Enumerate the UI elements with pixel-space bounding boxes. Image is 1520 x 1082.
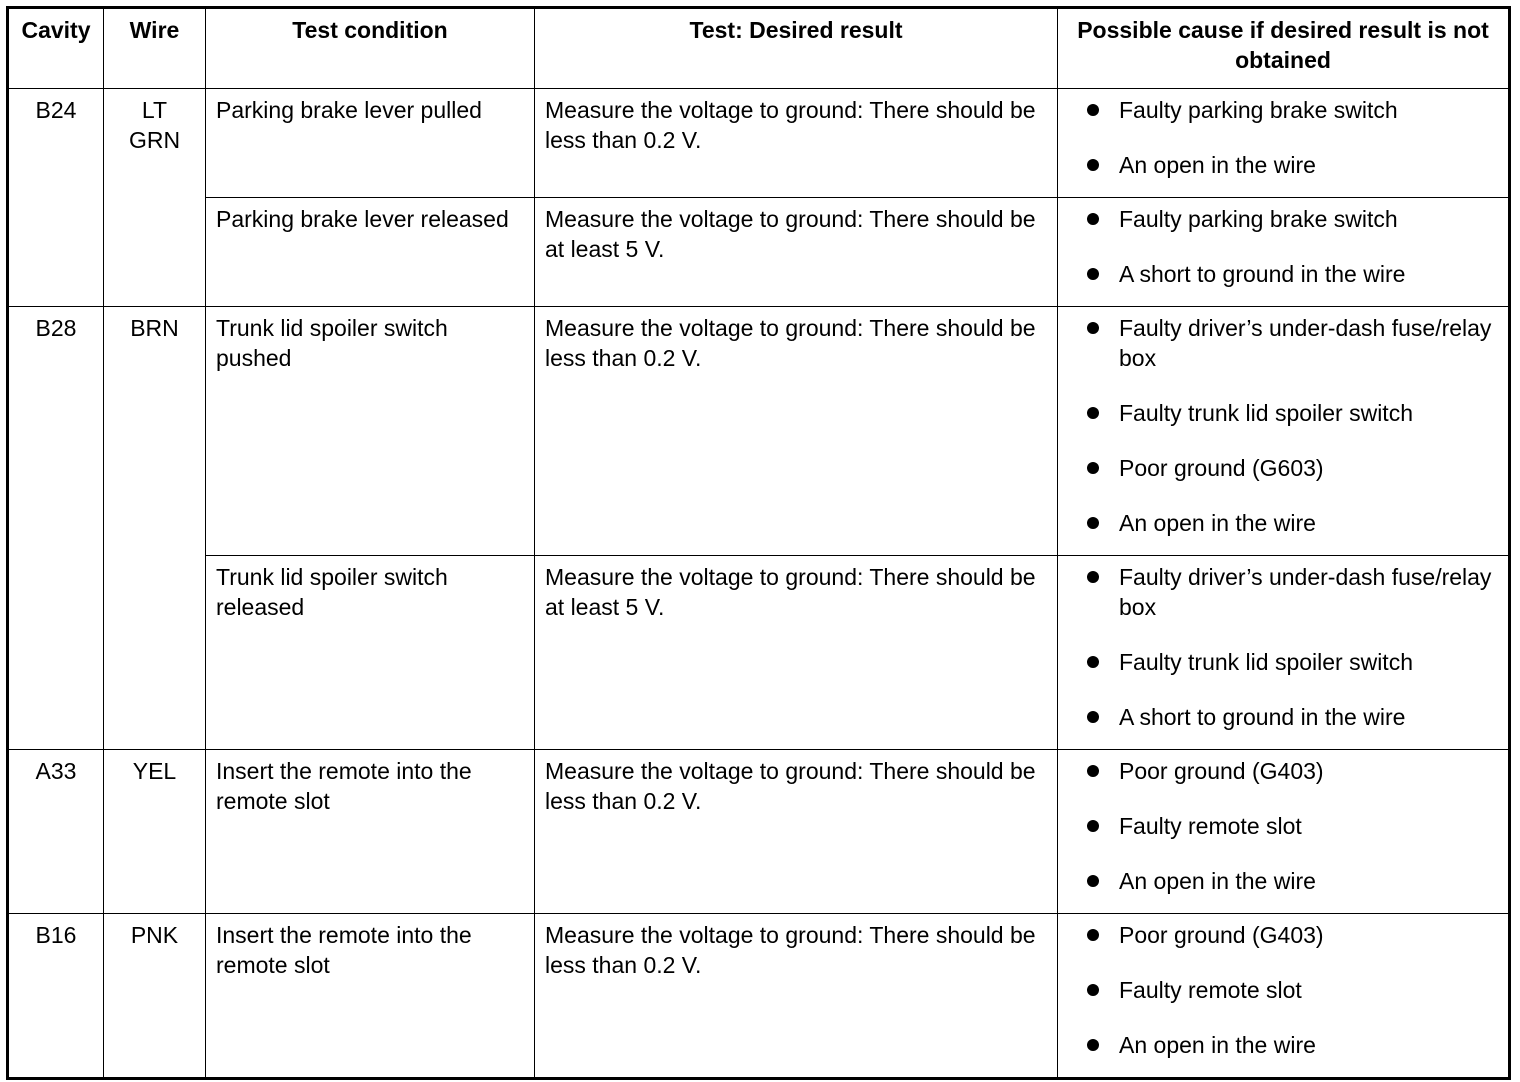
wire-cell: BRN (104, 307, 206, 750)
bullet-icon (1087, 104, 1099, 116)
cause-item (1068, 150, 1498, 180)
bullet-icon (1087, 213, 1099, 225)
cause-text: Faulty driver’s under-dash fuse/relay box (1119, 315, 1492, 371)
bullet-icon (1087, 462, 1099, 474)
desired-result-cell: Measure the voltage to ground: There should be at least 5 V. (535, 198, 1058, 307)
cause-item (1068, 811, 1498, 841)
cause-text: Faulty trunk lid spoiler switch (1119, 400, 1413, 426)
cavity-cell: B16 (8, 914, 104, 1079)
possible-cause-cell (1058, 556, 1510, 750)
cause-item (1068, 562, 1498, 622)
cause-text: An open in the wire (1119, 152, 1316, 178)
header-desired-result: Test: Desired result (535, 8, 1058, 89)
bullet-icon (1087, 765, 1099, 777)
cause-item (1068, 508, 1498, 538)
table-row (8, 556, 1510, 750)
cause-item (1068, 453, 1498, 483)
table-header-row (8, 8, 1510, 89)
bullet-icon (1087, 517, 1099, 529)
cause-text: Faulty driver’s under-dash fuse/relay box (1119, 564, 1492, 620)
cavity-cell: B28 (8, 307, 104, 750)
test-condition-cell: Insert the remote into the remote slot (206, 750, 535, 914)
desired-result-cell: Measure the voltage to ground: There should be less than 0.2 V. (535, 914, 1058, 1079)
cause-text: An open in the wire (1119, 1032, 1316, 1058)
desired-result-cell: Measure the voltage to ground: There should be at least 5 V. (535, 556, 1058, 750)
cause-item (1068, 204, 1498, 234)
cause-list (1068, 204, 1498, 289)
bullet-icon (1087, 159, 1099, 171)
cause-item (1068, 756, 1498, 786)
wire-cell: LT GRN (104, 89, 206, 307)
bullet-icon (1087, 571, 1099, 583)
cause-text: Poor ground (G603) (1119, 455, 1324, 481)
cause-item (1068, 1030, 1498, 1060)
header-test-condition: Test condition (206, 8, 535, 89)
bullet-icon (1087, 929, 1099, 941)
bullet-icon (1087, 656, 1099, 668)
header-wire: Wire (104, 8, 206, 89)
bullet-icon (1087, 820, 1099, 832)
test-condition-cell: Insert the remote into the remote slot (206, 914, 535, 1079)
cause-item (1068, 920, 1498, 950)
cause-text: Faulty remote slot (1119, 813, 1302, 839)
table-row (8, 750, 1510, 914)
wire-cell: YEL (104, 750, 206, 914)
cause-item (1068, 647, 1498, 677)
wire-cell: PNK (104, 914, 206, 1079)
desired-result-cell: Measure the voltage to ground: There should be less than 0.2 V. (535, 307, 1058, 556)
bullet-icon (1087, 875, 1099, 887)
table-row (8, 914, 1510, 1079)
test-condition-cell: Parking brake lever released (206, 198, 535, 307)
possible-cause-cell (1058, 89, 1510, 198)
desired-result-cell: Measure the voltage to ground: There should be less than 0.2 V. (535, 89, 1058, 198)
cause-text: A short to ground in the wire (1119, 261, 1406, 287)
cause-list (1068, 920, 1498, 1060)
cause-item (1068, 95, 1498, 125)
cause-item (1068, 866, 1498, 896)
possible-cause-cell (1058, 750, 1510, 914)
cause-text: Poor ground (G403) (1119, 922, 1324, 948)
cause-text: Poor ground (G403) (1119, 758, 1324, 784)
cause-text: Faulty parking brake switch (1119, 97, 1398, 123)
cause-text: A short to ground in the wire (1119, 704, 1406, 730)
cause-text: An open in the wire (1119, 510, 1316, 536)
document-page (6, 6, 1511, 1080)
cause-text: An open in the wire (1119, 868, 1316, 894)
test-condition-cell: Trunk lid spoiler switch released (206, 556, 535, 750)
table-row (8, 198, 1510, 307)
possible-cause-cell (1058, 198, 1510, 307)
possible-cause-cell (1058, 307, 1510, 556)
cause-list (1068, 756, 1498, 896)
desired-result-cell: Measure the voltage to ground: There should be less than 0.2 V. (535, 750, 1058, 914)
bullet-icon (1087, 268, 1099, 280)
table-row (8, 307, 1510, 556)
cause-text: Faulty parking brake switch (1119, 206, 1398, 232)
cause-list (1068, 95, 1498, 180)
cause-item (1068, 313, 1498, 373)
cause-list (1068, 313, 1498, 538)
cause-item (1068, 259, 1498, 289)
header-cavity: Cavity (8, 8, 104, 89)
cause-text: Faulty trunk lid spoiler switch (1119, 649, 1413, 675)
test-condition-cell: Parking brake lever pulled (206, 89, 535, 198)
test-condition-cell: Trunk lid spoiler switch pushed (206, 307, 535, 556)
cause-text: Faulty remote slot (1119, 977, 1302, 1003)
bullet-icon (1087, 407, 1099, 419)
cause-item (1068, 398, 1498, 428)
cause-item (1068, 975, 1498, 1005)
header-possible-cause: Possible cause if desired result is not obtained (1058, 8, 1510, 89)
cause-item (1068, 702, 1498, 732)
bullet-icon (1087, 322, 1099, 334)
bullet-icon (1087, 1039, 1099, 1051)
bullet-icon (1087, 984, 1099, 996)
cavity-cell: A33 (8, 750, 104, 914)
diagnostic-table (6, 6, 1511, 1080)
table-row (8, 89, 1510, 198)
bullet-icon (1087, 711, 1099, 723)
cavity-cell: B24 (8, 89, 104, 307)
possible-cause-cell (1058, 914, 1510, 1079)
cause-list (1068, 562, 1498, 732)
